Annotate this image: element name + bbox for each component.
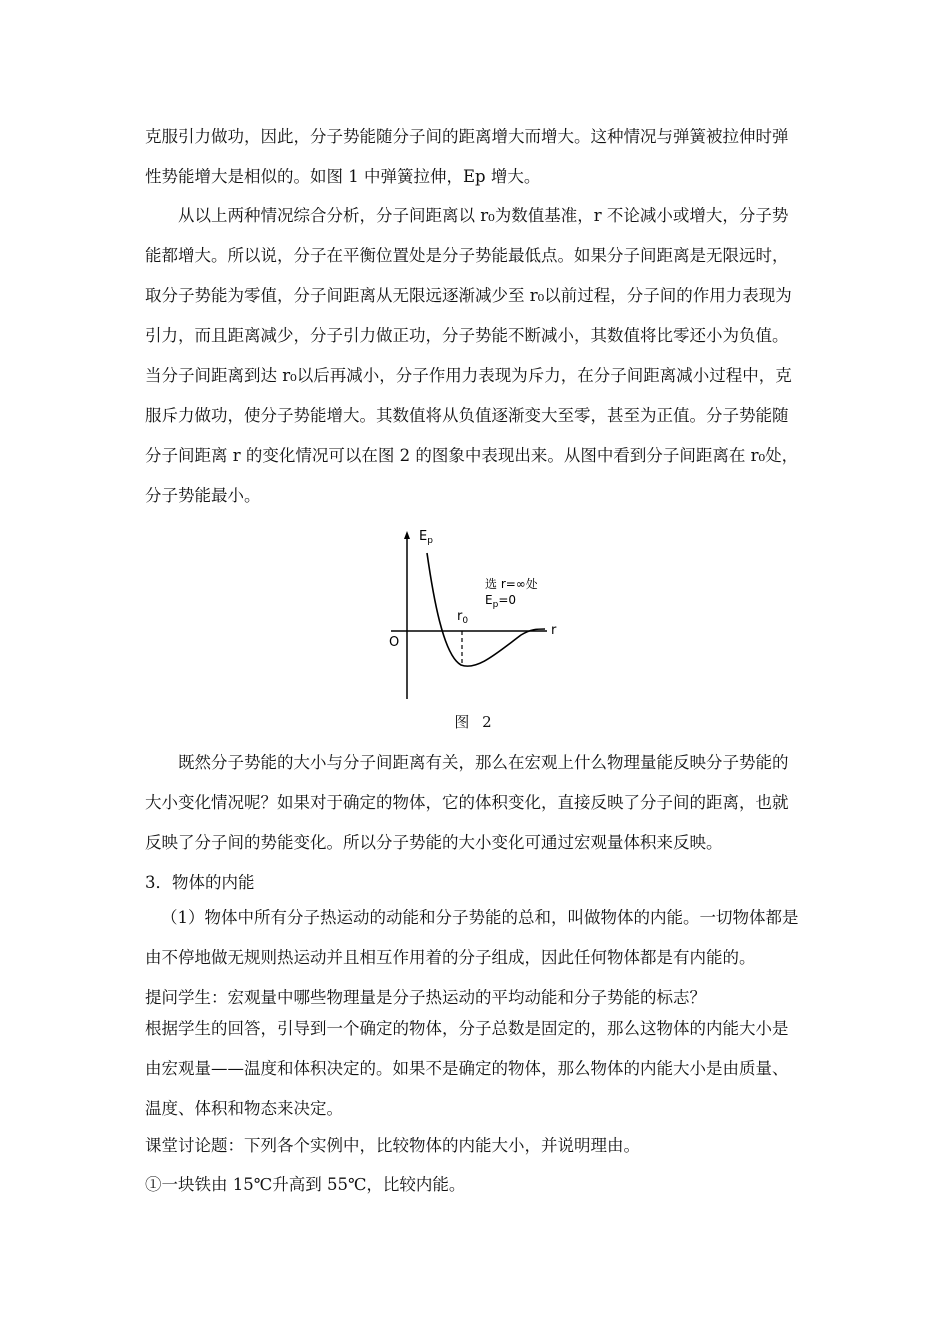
paragraph-3 [145,743,810,863]
r0-label: $r_0$ [457,609,469,626]
text-line: 既然分子势能的大小与分子间距离有关，那么在宏观上什么物理量能反映分子势能的 [178,753,789,772]
heading-text: 3．物体的内能 [145,873,255,892]
text-line: 性势能增大是相似的。如图 1 中弹簧拉伸，Ep 增大。 [145,167,541,186]
figure-caption: 图 2 [454,713,496,731]
text-line: 反映了分子间的势能变化。所以分子势能的大小变化可通过宏观量体积来反映。 [145,833,723,852]
text-line: 温度、体积和物态来决定。 [145,1099,343,1118]
paragraph-8 [145,1165,810,1205]
text-line: 当分子间距离到达 r₀以后再减小，分子作用力表现为斥力，在分子间距离减小过程中，克 [145,366,792,385]
paragraph-6 [145,1009,810,1129]
x-axis-label: r [551,623,557,638]
text-line: 克服引力做功，因此，分子势能随分子间的距离增大而增大。这种情况与弹簧被拉伸时弹 [145,127,789,146]
text-line: 分子间距离 r 的变化情况可以在图 2 的图象中表现出来。从图中看到分子间距离在 r₀处， [145,446,799,465]
text-line: 提问学生：宏观量中哪些物理量是分子热运动的平均动能和分子势能的标志？ [145,988,706,1007]
graph-svg [385,525,575,705]
paragraph-1 [145,117,810,197]
text-line: 能都增大。所以说，分子在平衡位置处是分子势能最低点。如果分子间距离是无限远时， [145,246,789,265]
text-line: 由宏观量——温度和体积决定的。如果不是确定的物体，那么物体的内能大小是由质量、 [145,1059,789,1078]
text-line: ①一块铁由 15℃升高到 55℃，比较内能。 [145,1175,466,1194]
text-line: 取分子势能为零值，分子间距离从无限远逐渐减少至 r₀以前过程，分子间的作用力表现为 [145,286,792,305]
text-line: 大小变化情况呢？如果对于确定的物体，它的体积变化，直接反映了分子间的距离，也就 [145,793,789,812]
text-line: 分子势能最小。 [145,486,261,505]
text-line: 课堂讨论题：下列各个实例中，比较物体的内能大小，并说明理由。 [145,1136,640,1155]
text-line: 从以上两种情况综合分析，分子间距离以 r₀为数值基准，r 不论减小或增大，分子势 [178,206,789,225]
y-axis-arrow [404,531,410,539]
paragraph-4 [145,898,810,978]
annotation-line-1: 选 r=∞处 [485,577,538,591]
origin-label: O [389,635,400,650]
section-heading-3 [145,866,810,899]
text-line: 引力，而且距离减少，分子引力做正功，分子势能不断减小，其数值将比零还小为负值。 [145,326,789,345]
text-line: 由不停地做无规则热运动并且相互作用着的分子组成，因此任何物体都是有内能的。 [145,948,756,967]
potential-energy-graph [385,525,575,705]
text-line: 根据学生的回答，引导到一个确定的物体，分子总数是固定的，那么这物体的内能大小是 [145,1019,789,1038]
text-line: 服斥力做功，使分子势能增大。其数值将从负值逐渐变大至零，甚至为正值。分子势能随 [145,406,789,425]
paragraph-7 [145,1129,810,1162]
paragraph-2 [145,196,810,516]
annotation-line-2: $E_p=0$ [485,593,517,610]
text-line: （1）物体中所有分子热运动的动能和分子势能的总和，叫做物体的内能。一切物体都是 [161,908,799,927]
y-axis-label: $E_p$ [419,529,433,546]
